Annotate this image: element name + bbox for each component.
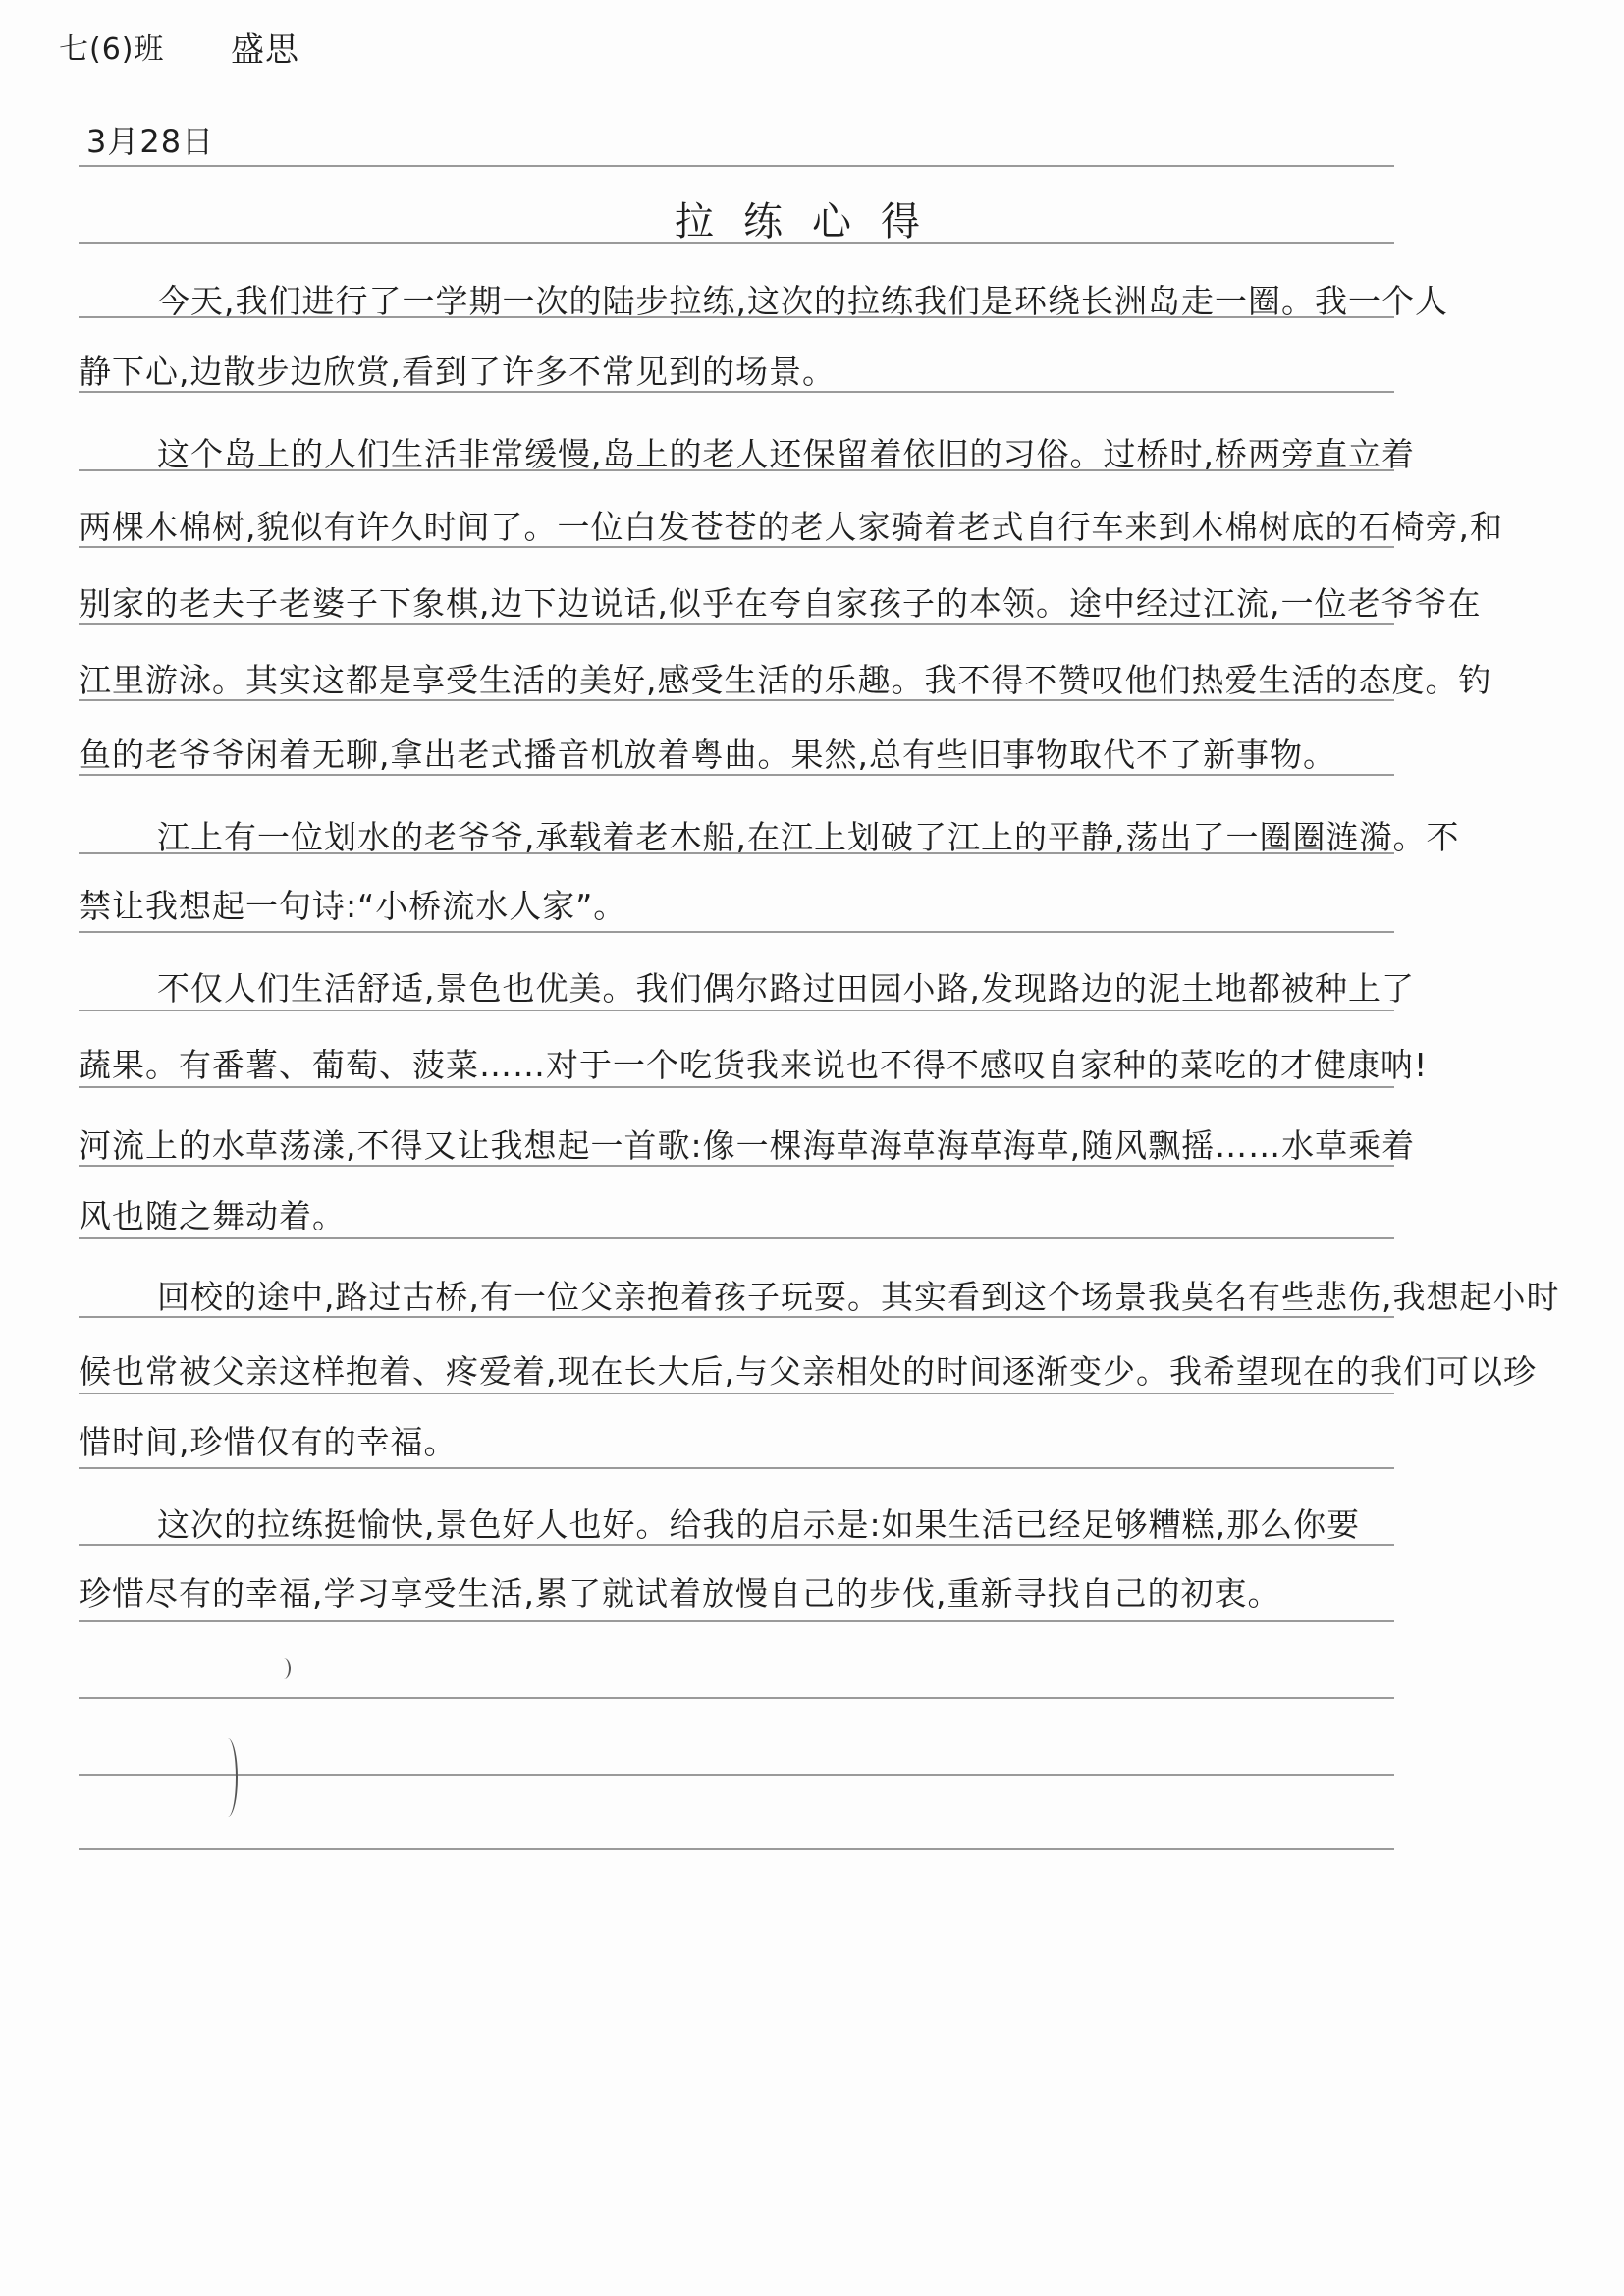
text-line: 候也常被父亲这样抱着、疼爱着,现在长大后,与父亲相处的时间逐渐变少。我希望现在的我们可以珍 (79, 1352, 1537, 1391)
ruled-line (79, 1393, 1394, 1394)
text-line: 这次的拉练挺愉快,景色好人也好。给我的启示是:如果生活已经足够糟糕,那么你要 (157, 1505, 1361, 1544)
ruled-line (79, 242, 1394, 244)
ruled-line (79, 1697, 1394, 1699)
ruled-line (79, 316, 1394, 318)
author-name: 盛思 (231, 30, 299, 70)
text-line: 江上有一位划水的老爷爷,承载着老木船,在江上划破了江上的平静,荡出了一圈圈涟漪。不 (157, 818, 1460, 856)
ruled-line (79, 1544, 1394, 1546)
ruled-line (79, 391, 1394, 393)
ruled-line (79, 852, 1394, 854)
ruled-line (79, 1467, 1394, 1469)
ruled-line (79, 699, 1394, 701)
essay-title: 拉练心得 (675, 199, 949, 245)
date: 3月28日 (86, 123, 215, 160)
text-line: 珍惜尽有的幸福,学习享受生活,累了就试着放慢自己的步伐,重新寻找自己的初衷。 (79, 1574, 1281, 1613)
ruled-line (79, 1848, 1394, 1850)
text-line: 回校的途中,路过古桥,有一位父亲抱着孩子玩耍。其实看到这个场景我莫名有些悲伤,我想起小时 (157, 1278, 1560, 1316)
ruled-line (79, 1086, 1394, 1088)
ruled-line (79, 1774, 1394, 1776)
ruled-line (79, 546, 1394, 548)
ruled-line (79, 1237, 1394, 1239)
text-line: 今天,我们进行了一学期一次的陆步拉练,这次的拉练我们是环绕长洲岛走一圈。我一个人 (157, 282, 1448, 320)
ruled-line (79, 1010, 1394, 1011)
ruled-line (79, 165, 1394, 167)
pencil-mark (218, 1738, 238, 1817)
text-line: 河流上的水草荡漾,不得又让我想起一首歌:像一棵海草海草海草海草,随风飘摇……水草乘着 (79, 1126, 1416, 1165)
pencil-mark (277, 1658, 291, 1679)
text-line: 江里游泳。其实这都是享受生活的美好,感受生活的乐趣。我不得不赞叹他们热爱生活的态度。钓 (79, 661, 1492, 699)
text-line: 蔬果。有番薯、葡萄、菠菜……对于一个吃货我来说也不得不感叹自家种的菜吃的才健康呐! (79, 1046, 1429, 1084)
text-line: 这个岛上的人们生活非常缓慢,岛上的老人还保留着依旧的习俗。过桥时,桥两旁直立着 (157, 435, 1415, 473)
text-line: 不仅人们生活舒适,景色也优美。我们偶尔路过田园小路,发现路边的泥土地都被种上了 (157, 969, 1415, 1008)
text-line: 风也随之舞动着。 (79, 1197, 346, 1235)
text-line: 鱼的老爷爷闲着无聊,拿出老式播音机放着粤曲。果然,总有些旧事物取代不了新事物。 (79, 736, 1336, 774)
ruled-line (79, 1620, 1394, 1622)
text-line: 别家的老夫子老婆子下象棋,边下边说话,似乎在夸自家孩子的本领。途中经过江流,一位老爷爷在 (79, 584, 1482, 623)
ruled-line (79, 623, 1394, 625)
text-line: 惜时间,珍惜仅有的幸福。 (79, 1423, 458, 1461)
text-line: 禁让我想起一句诗:“小桥流水人家”。 (79, 887, 627, 925)
text-line: 静下心,边散步边欣赏,看到了许多不常见到的场景。 (79, 353, 836, 391)
ruled-line (79, 1316, 1394, 1318)
ruled-line (79, 1165, 1394, 1167)
class-label: 七(6)班 (59, 32, 165, 67)
ruled-line (79, 469, 1394, 471)
ruled-line (79, 774, 1394, 776)
ruled-line (79, 931, 1394, 933)
text-line: 两棵木棉树,貌似有许久时间了。一位白发苍苍的老人家骑着老式自行车来到木棉树底的石椅旁,和 (79, 508, 1503, 546)
